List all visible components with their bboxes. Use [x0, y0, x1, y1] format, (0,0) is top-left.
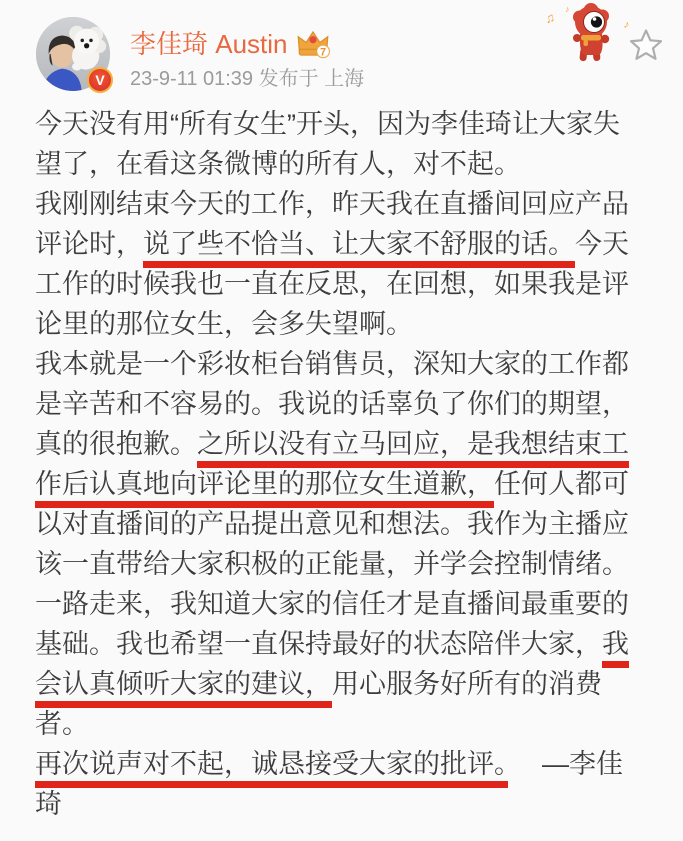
red-underlined-text: 作后认真地向评论里的那位女生道歉， [35, 469, 494, 508]
vip-crown-level: 7 [319, 46, 326, 59]
post-line [35, 184, 663, 224]
post-line [35, 664, 663, 704]
avatar[interactable] [36, 17, 110, 91]
red-underlined-text: 再次说声对不起，诚恳接受大家的批评。 [35, 749, 508, 788]
post-text-segment: 是辛苦和不容易的。我说的话辜负了你们的期望， [35, 389, 629, 419]
post-text-segment: 今天 [575, 229, 629, 259]
post-text-segment: 任何人都可 [494, 469, 629, 499]
post-text-segment: 论里的那位女生，会多失望啊。 [35, 309, 413, 339]
post-line [35, 144, 663, 184]
post-line [35, 744, 663, 784]
post-timestamp: 23-9-11 01:39 发布于 上海 [130, 68, 365, 90]
red-underlined-text: 会认真倾听大家的建议， [35, 669, 332, 708]
post-text-segment: 该一直带给大家积极的正能量，并学会控制情绪。 [35, 549, 629, 579]
post-line [35, 624, 663, 664]
red-underlined-text: 说了些不恰当、让大家不舒服的话。 [143, 229, 575, 268]
post-line [35, 344, 663, 384]
red-underlined-text: 之所以没有立马回应，是我想结束工 [197, 429, 629, 468]
post-text-segment: —李佳 [507, 749, 624, 779]
music-note-icon: ♪ [622, 18, 631, 32]
post-text-segment: 望了，在看这条微博的所有人，对不起。 [35, 149, 521, 179]
post-line [35, 104, 663, 144]
vip-crown-icon [295, 28, 331, 60]
post-line [35, 504, 663, 544]
music-note-icon: ♫ [543, 9, 557, 27]
post-line [35, 464, 663, 504]
post-text-segment: 一路走来，我知道大家的信任才是直播间最重要的 [35, 589, 629, 619]
post-text-segment: 基础。我也希望一直保持最好的状态陪伴大家， [35, 629, 602, 659]
post-text-segment: 我刚刚结束今天的工作，昨天我在直播间回应产品 [35, 189, 629, 219]
post-text-segment: 琦 [35, 789, 62, 819]
post-text-segment: 我本就是一个彩妆柜台销售员，深知大家的工作都 [35, 349, 629, 379]
post-line [35, 264, 663, 304]
post-text-segment: 以对直播间的产品提出意见和想法。我作为主播应 [35, 509, 629, 539]
post-line [35, 224, 663, 264]
post-line [35, 584, 663, 624]
post-line [35, 704, 663, 744]
post-text-segment: 者。 [35, 709, 89, 739]
post-line [35, 544, 663, 584]
verified-v-badge: V [87, 67, 113, 93]
post-line [35, 424, 663, 464]
post-text-segment: 今天没有用“所有女生”开头，因为李佳琦让大家失 [35, 109, 620, 139]
username[interactable]: 李佳琦 Austin [130, 29, 288, 59]
user-block [130, 28, 364, 91]
post-text-segment: 用心服务好所有的消费 [332, 669, 602, 699]
post-text-segment: 真的很抱歉。 [35, 429, 197, 459]
post-text-segment: 评论时， [35, 229, 143, 259]
post-line [35, 384, 663, 424]
post-text-segment: 工作的时候我也一直在反思，在回想，如果我是评 [35, 269, 629, 299]
star-favorite-button[interactable] [629, 28, 663, 62]
post-line [35, 304, 663, 344]
music-note-icon: ♪ [565, 4, 570, 14]
red-underlined-text: 我 [602, 629, 629, 668]
post-line [35, 784, 663, 824]
weibo-mascot-icon [543, 2, 638, 64]
post-text [35, 104, 663, 824]
